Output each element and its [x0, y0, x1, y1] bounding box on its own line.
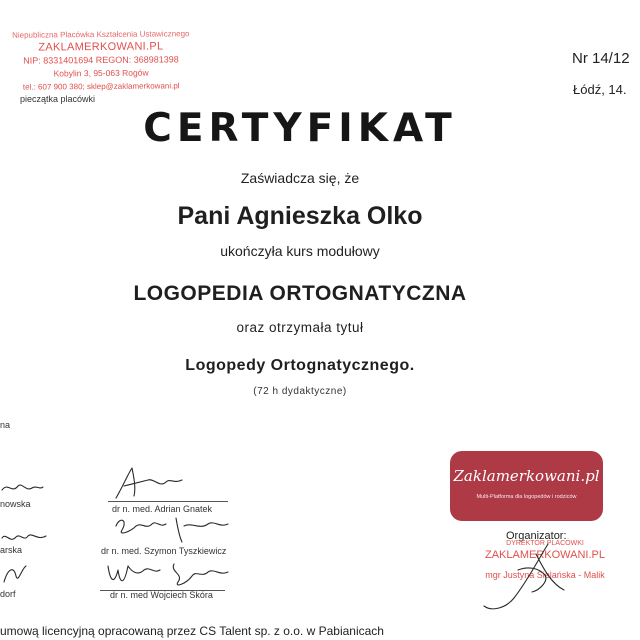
stamp-line-address: Kobylin 3, 95-063 Rogów: [53, 67, 149, 79]
left-fragment-4: dorf: [0, 589, 16, 599]
left-fragment-1: na: [0, 420, 11, 430]
course-name: LOGOPEDIA ORTOGNATYCZNA: [133, 282, 467, 305]
signatory-tyszkiewicz: dr n. med. Szymon Tyszkiewicz: [101, 546, 227, 556]
brand-tagline: Multi-Platforma dla logopedów i rodziców: [476, 494, 577, 500]
stamp-line-contact: tel.: 607 900 380; sklep@zaklamerkowani.pl: [22, 81, 180, 92]
signature-tyszkiewicz: [110, 512, 240, 544]
signature-line-gnatek: [108, 501, 228, 502]
signatory-gnatek: dr n. med. Adrian Gnatek: [112, 504, 213, 514]
stamp-line-nip: NIP: 8331401694 REGON: 368981398: [23, 54, 179, 66]
issue-date: Łódź, 14.: [573, 82, 627, 97]
brand-name: Zaklamerkowani.pl: [453, 467, 600, 485]
completed-text: ukończyła kurs modułowy: [220, 243, 380, 259]
hours-text: (72 h dydaktyczne): [253, 386, 347, 397]
certificate-title: CERTYFIKAT: [143, 106, 457, 151]
signatory-skora: dr n. med Wojciech Skóra: [110, 590, 213, 600]
left-signature-3: [0, 562, 30, 588]
received-text: oraz otrzymała tytuł: [236, 320, 364, 335]
degree-title: Logopedy Ortognatycznego.: [185, 357, 415, 374]
director-signature: [478, 540, 568, 615]
intro-text: Zaświadcza się, że: [240, 170, 360, 186]
institution-stamp: [6, 27, 197, 94]
brand-logo: [450, 451, 603, 521]
left-fragment-3: arska: [0, 545, 23, 555]
stamp-caption: pieczątka placówki: [20, 94, 96, 104]
signature-gnatek: [110, 464, 190, 502]
footer-text: umową licencyjną opracowaną przez CS Talent sp. z o.o. w Pabianicach: [0, 624, 384, 638]
left-fragment-2: nowska: [0, 499, 31, 509]
stamp-line-institution: Niepubliczna Placówka Kształcenia Ustawicznego: [12, 29, 190, 40]
left-signature-1: [0, 478, 45, 498]
organizer-label: Organizator:: [506, 530, 567, 542]
director-stamp-line2: ZAKLAMERKOWANI.PL: [484, 549, 605, 561]
stamp-line-name: ZAKLAMERKOWANI.PL: [38, 40, 164, 54]
director-stamp-line3: mgr Justyna Sielańska - Malik: [485, 570, 605, 580]
recipient-name: Pani Agnieszka Olko: [177, 202, 423, 230]
certificate-number: Nr 14/12: [572, 50, 630, 67]
director-stamp-line1: DYREKTOR PLACÓWKI: [506, 540, 584, 547]
